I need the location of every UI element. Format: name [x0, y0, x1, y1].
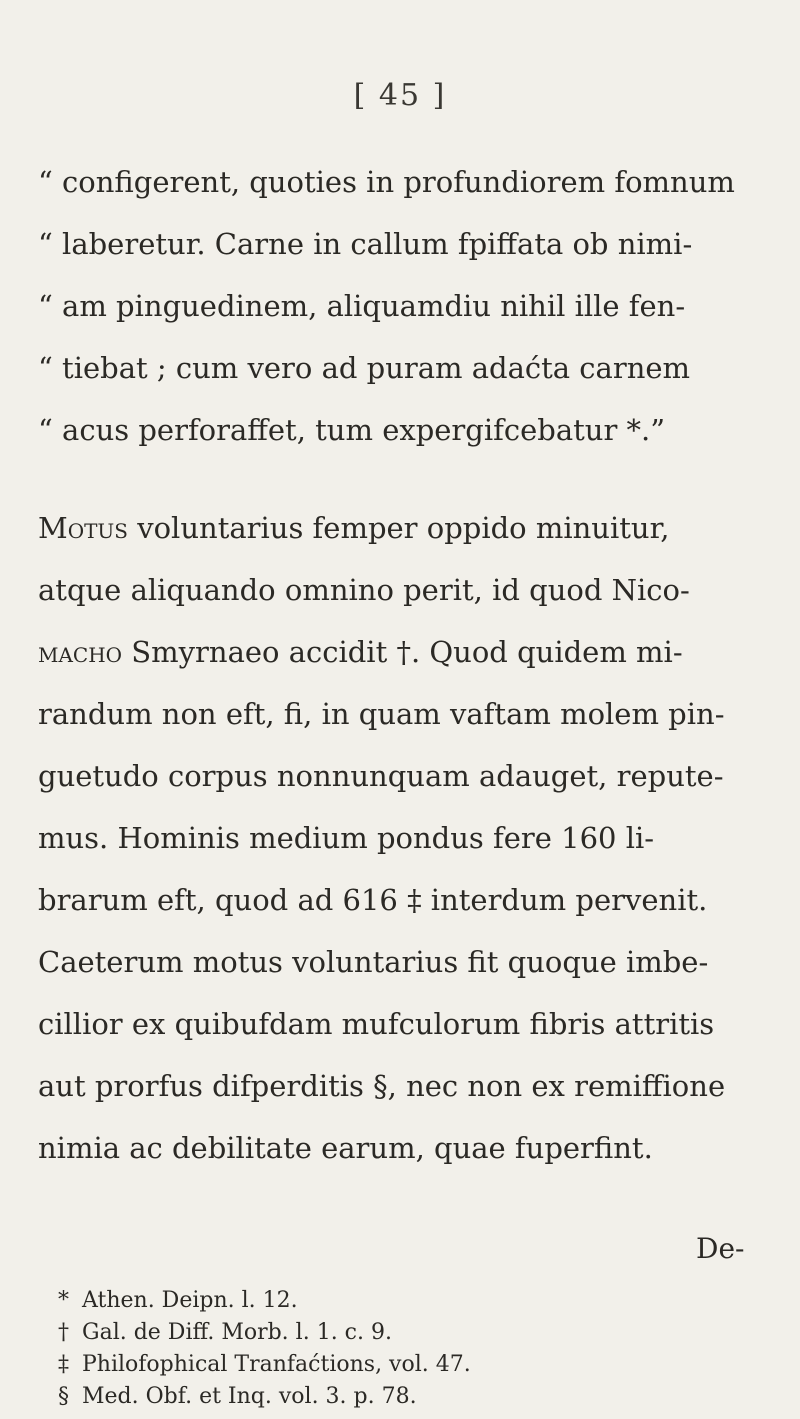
footnote-mark: ‡ — [58, 1352, 69, 1377]
paragraph-line: aut prorfus difperditis §, nec non ex remiffione — [38, 1069, 726, 1103]
paragraph-line: guetudo corpus nonnunquam adauget, repute- — [38, 759, 724, 793]
line-text: voluntarius femper oppido minuitur, — [128, 511, 670, 545]
paragraph-line — [38, 511, 768, 545]
paragraph-line: nimia ac debilitate earum, quae fuperfint. — [38, 1131, 653, 1165]
paragraph-line: Caeterum motus voluntarius fit quoque imbe- — [38, 945, 709, 979]
paragraph-line — [38, 635, 768, 669]
quote-line: “ configerent, quoties in profundiorem fomnum — [38, 165, 735, 199]
small-caps-word: Motus — [38, 511, 128, 545]
catchword: De- — [696, 1232, 745, 1265]
quote-line: “ acus perforaffet, tum expergifcebatur *.” — [38, 413, 666, 447]
page-number: [ 45 ] — [353, 78, 447, 113]
paragraph-line: mus. Hominis medium pondus fere 160 li- — [38, 821, 655, 855]
quote-line: “ tiebat ; cum vero ad puram adaćta carnem — [38, 351, 691, 385]
footnote-mark: † — [58, 1320, 69, 1345]
footnote-text: Gal. de Diff. Morb. l. 1. c. 9. — [82, 1320, 392, 1345]
footnote-text: Athen. Deipn. l. 12. — [82, 1288, 298, 1313]
footnote — [58, 1354, 778, 1376]
footnote-text: Philofophical Tranfaćtions, vol. 47. — [82, 1352, 471, 1377]
footnote — [58, 1322, 778, 1344]
footnote-mark: § — [58, 1384, 69, 1409]
small-caps-word: macho — [38, 635, 123, 669]
paragraph-line: randum non eft, fi, in quam vaftam molem pin- — [38, 697, 725, 731]
paragraph-line: atque aliquando omnino perit, id quod Nico- — [38, 573, 690, 607]
footnote-mark: * — [58, 1288, 69, 1313]
footnote — [58, 1290, 778, 1312]
quote-line: “ laberetur. Carne in callum fpiffata ob nimi- — [38, 227, 693, 261]
line-text: Smyrnaeo accidit †. Quod quidem mi- — [122, 635, 683, 669]
paragraph-line: brarum eft, quod ad 616 ‡ interdum pervenit. — [38, 883, 708, 917]
footnote — [58, 1386, 778, 1408]
quote-line: “ am pinguedinem, aliquamdiu nihil ille fen- — [38, 289, 686, 323]
paragraph-line: cillior ex quibufdam mufculorum fibris attritis — [38, 1007, 715, 1041]
footnote-text: Med. Obf. et Inq. vol. 3. p. 78. — [82, 1384, 417, 1409]
